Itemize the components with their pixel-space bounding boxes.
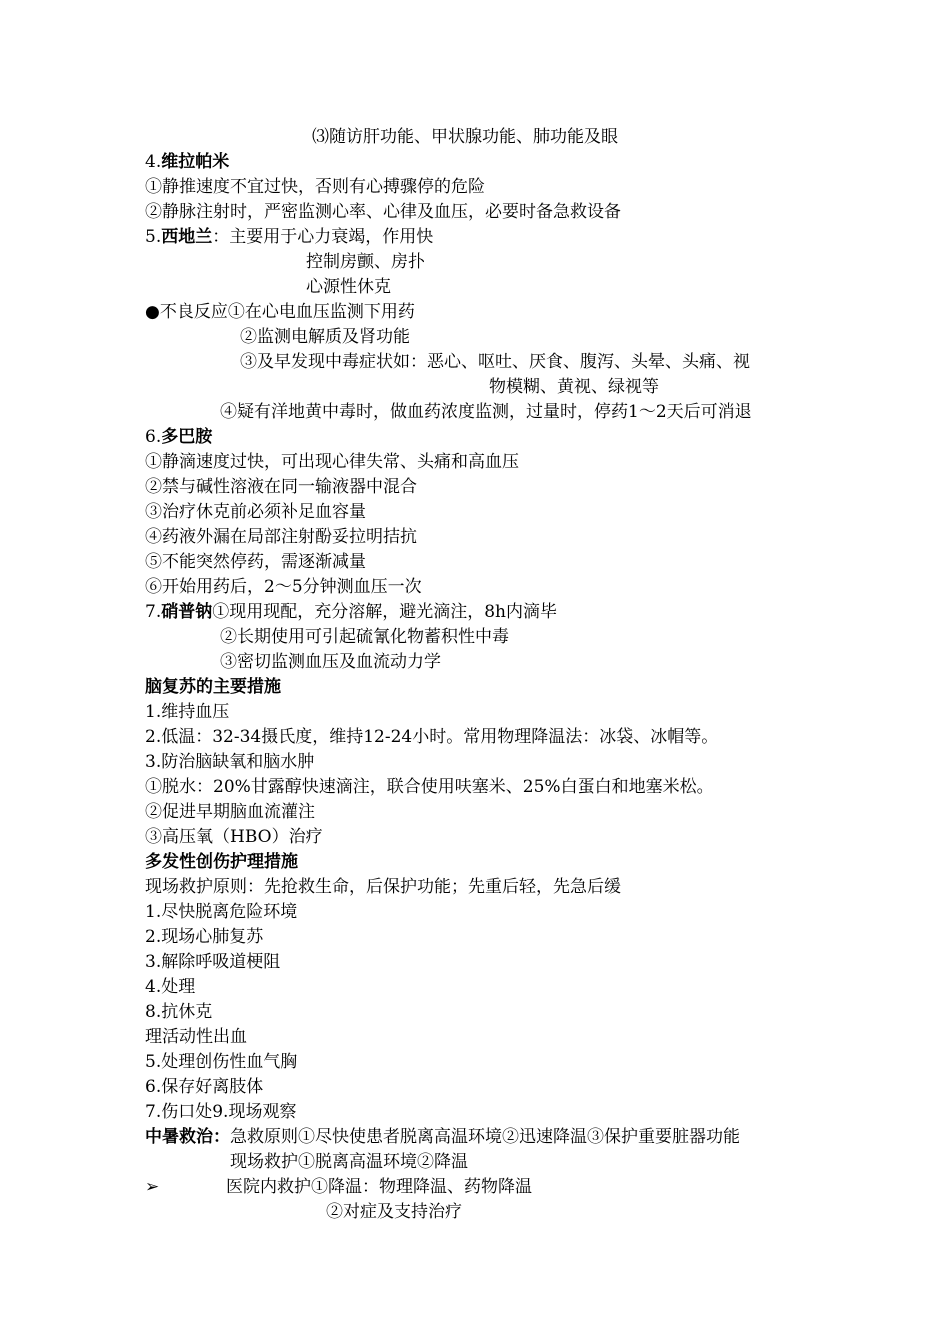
heading-title: 中暑救治： xyxy=(145,1127,230,1147)
text-line: ③及早发现中毒症状如：恶心、呕吐、厌食、腹泻、头晕、头痛、视 xyxy=(240,352,750,372)
heading-title: 西地兰 xyxy=(161,227,213,247)
text-line: 现场救护①脱离高温环境②降温 xyxy=(230,1152,468,1172)
heading-number: 4. xyxy=(145,152,162,172)
text-line: 控制房颤、房扑 xyxy=(306,252,425,272)
text-line: 3.解除呼吸道梗阻 xyxy=(145,952,281,972)
text-line: ⑶随访肝功能、甲状腺功能、肺功能及眼 xyxy=(312,127,618,147)
heading-number: 5. xyxy=(145,227,162,247)
text-line: 1.尽快脱离危险环境 xyxy=(145,902,298,922)
heading-number: 7. xyxy=(145,602,162,622)
text-line: ④药液外漏在局部注射酚妥拉明拮抗 xyxy=(145,527,417,547)
text-line: 3.防治脑缺氧和脑水肿 xyxy=(145,752,315,772)
text-line: 2.现场心肺复苏 xyxy=(145,927,264,947)
section-title: 多发性创伤护理措施 xyxy=(145,852,298,872)
text-line: 4.处理 xyxy=(145,977,196,997)
text-line: ⑤不能突然停药，需逐渐减量 xyxy=(145,552,366,572)
text-line: ●不良反应①在心电血压监测下用药 xyxy=(145,302,415,322)
text-line: 心源性休克 xyxy=(306,277,391,297)
text-line: ①静滴速度过快，可出现心律失常、头痛和高血压 xyxy=(145,452,519,472)
text-line: ②禁与碱性溶液在同一输液器中混合 xyxy=(145,477,417,497)
text-line: ③高压氧（HBO）治疗 xyxy=(145,827,323,847)
text-line: ⑥开始用药后，2～5分钟测血压一次 xyxy=(145,577,422,597)
text-line: 医院内救护①降温：物理降温、药物降温 xyxy=(226,1177,532,1197)
text-line: 2.低温：32-34摄氏度，维持12-24小时。常用物理降温法：冰袋、冰帽等。 xyxy=(145,727,719,747)
text-line: ①静推速度不宜过快，否则有心搏骤停的危险 xyxy=(145,177,485,197)
text-line: ②促进早期脑血流灌注 xyxy=(145,802,315,822)
arrow-bullet-icon: ➢ xyxy=(145,1177,160,1197)
text-line: 6.保存好离肢体 xyxy=(145,1077,264,1097)
text-line: ②监测电解质及肾功能 xyxy=(240,327,410,347)
text-line: ②长期使用可引起硫氰化物蓄积性中毒 xyxy=(220,627,509,647)
heading-title: 硝普钠 xyxy=(161,602,213,622)
heading-title: 多巴胺 xyxy=(161,427,213,447)
heading-text: ①现用现配，充分溶解，避光滴注，8h内滴毕 xyxy=(212,602,557,622)
heading-title: 维拉帕米 xyxy=(161,152,230,172)
text-line: ③密切监测血压及血流动力学 xyxy=(220,652,441,672)
text-line: ④疑有洋地黄中毒时，做血药浓度监测，过量时，停药1～2天后可消退 xyxy=(220,402,752,422)
text-line: ②静脉注射时，严密监测心率、心律及血压，必要时备急救设备 xyxy=(145,202,621,222)
heading-text: ：主要用于心力衰竭，作用快 xyxy=(212,227,434,247)
section-title: 脑复苏的主要措施 xyxy=(145,677,281,697)
section-heading xyxy=(145,425,212,449)
text-line: ①脱水：20%甘露醇快速滴注，联合使用呋塞米、25%白蛋白和地塞米松。 xyxy=(145,777,714,797)
text-line: 1.维持血压 xyxy=(145,702,230,722)
section-heading xyxy=(145,150,229,174)
text-line: 8.抗休克 xyxy=(145,1002,213,1022)
heading-number: 6. xyxy=(145,427,162,447)
section-heading xyxy=(145,600,557,624)
text-line: ③治疗休克前必须补足血容量 xyxy=(145,502,366,522)
text-line: ②对症及支持治疗 xyxy=(326,1202,462,1222)
section-heading xyxy=(145,225,433,249)
text-line: 理活动性出血 xyxy=(145,1027,247,1047)
heading-text: 急救原则①尽快使患者脱离高温环境②迅速降温③保护重要脏器功能 xyxy=(230,1127,740,1147)
text-line: 物模糊、黄视、绿视等 xyxy=(489,377,659,397)
text-line: 现场救护原则：先抢救生命，后保护功能；先重后轻，先急后缓 xyxy=(145,877,621,897)
section-heading xyxy=(145,1125,740,1149)
text-line: 7.伤口处9.现场观察 xyxy=(145,1102,297,1122)
text-line: 5.处理创伤性血气胸 xyxy=(145,1052,298,1072)
